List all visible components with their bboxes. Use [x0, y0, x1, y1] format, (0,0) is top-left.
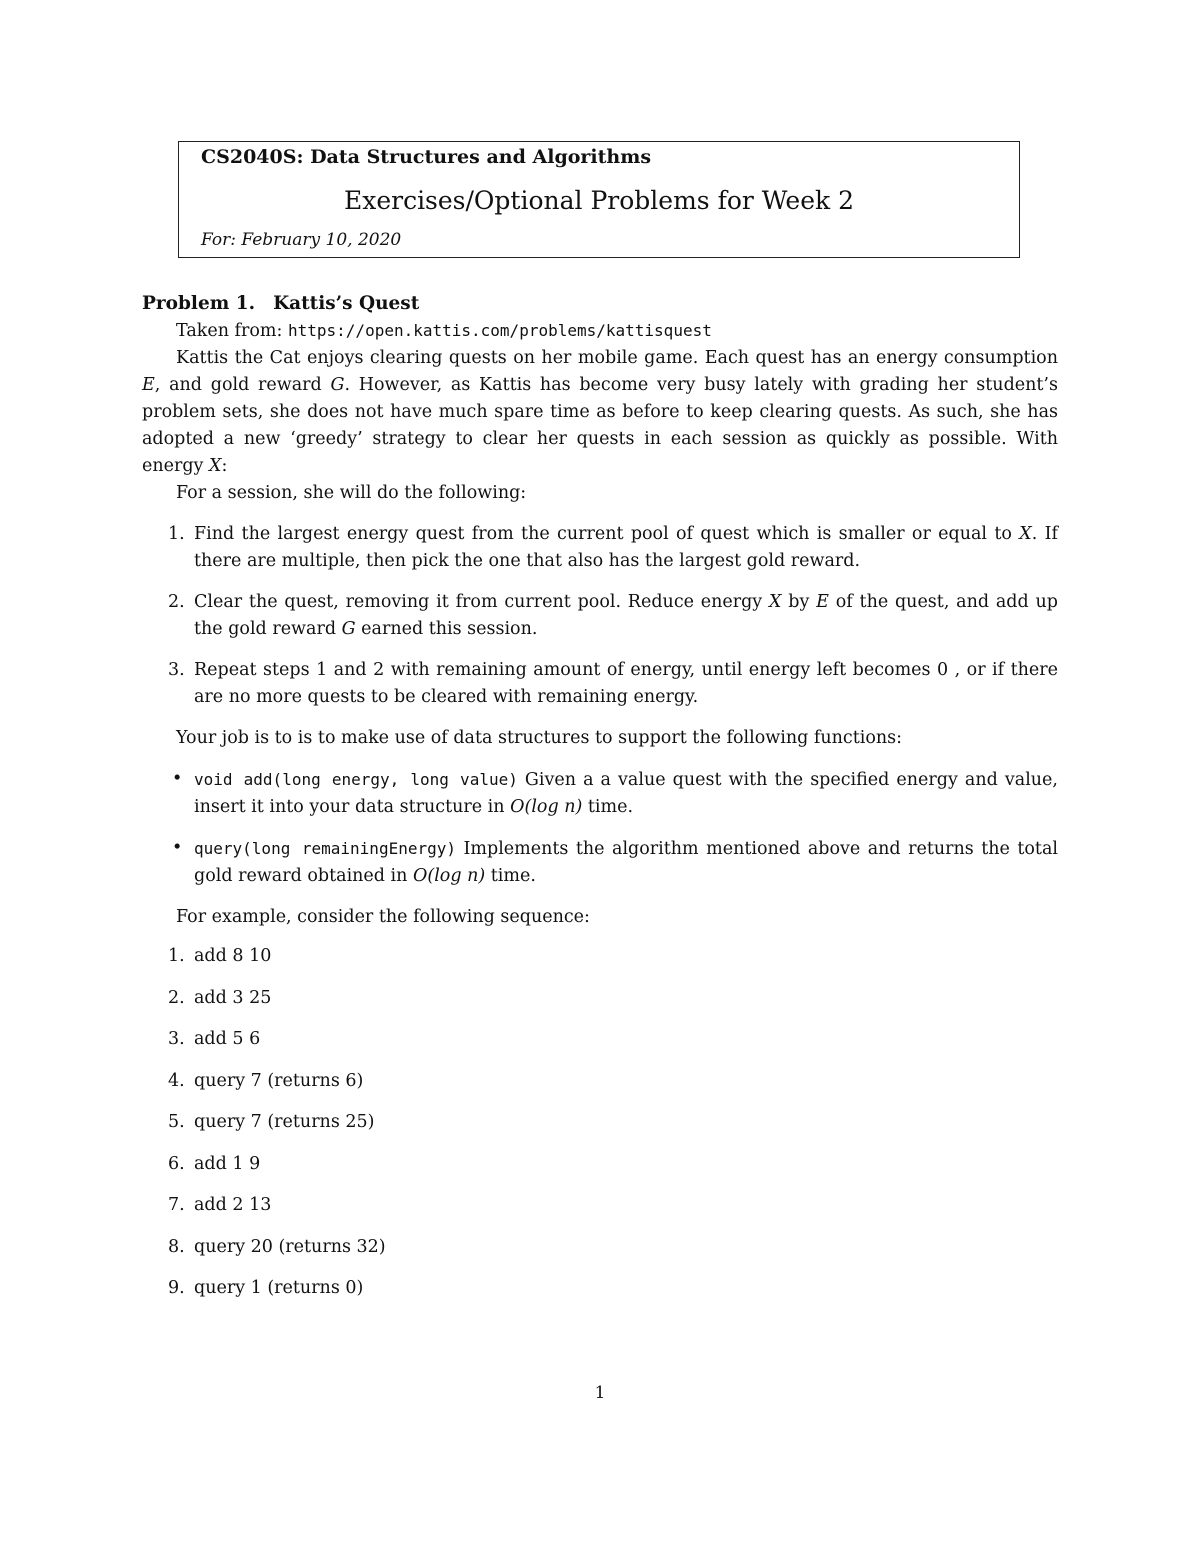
- list-item: 2. Clear the quest, removing it from current pool. Reduce energy X by E of the quest, and add up the gold reward G earned this session.: [168, 592, 1058, 639]
- list-item: 1. add 8 10: [168, 946, 272, 966]
- var-g: G: [330, 375, 345, 395]
- var-x: X: [209, 456, 222, 476]
- list-item: 1. Find the largest energy quest from the current pool of quest which is smaller or equal to X. If there are multiple, then pick the one that also has the largest gold reward.: [168, 524, 1058, 571]
- list-item: 3. add 5 6: [168, 1029, 261, 1049]
- bullet-icon: •: [172, 838, 183, 858]
- due-date: For: February 10, 2020: [201, 230, 402, 250]
- list-item: 9. query 1 (returns 0): [168, 1278, 364, 1298]
- problem-number: Problem 1.: [142, 293, 256, 314]
- job-intro: Your job is to is to make use of data structures to support the following functions:: [176, 728, 903, 748]
- bullet-icon: •: [172, 769, 183, 789]
- problem-section: [142, 290, 1058, 1317]
- list-item: 2. add 3 25: [168, 987, 272, 1008]
- example-intro: For example, consider the following sequence:: [176, 907, 590, 927]
- list-item: • query(long remainingEnergy) Implements the algorithm mentioned above and returns the total gold reward obtained in O(log n) time.: [142, 835, 1058, 890]
- functions-list: [142, 766, 1058, 890]
- source-line: [142, 317, 1058, 345]
- sheet-title: Exercises/Optional Problems for Week 2: [343, 186, 855, 215]
- list-item: 7. add 2 13: [168, 1195, 272, 1215]
- list-item: 8. query 20 (returns 32): [168, 1236, 386, 1257]
- intro-paragraph: Kattis the Cat enjoys clearing quests on her mobile game. Each quest has an energy consumption E, and gold reward G. However, as Kattis has become very busy lately with grading her student’s problem sets, she does not have much spare time as before to keep clearing quests. As such, she has adopted a new ‘greedy’ strategy to clear her quests in each session as quickly as possible. With energy X:: [142, 348, 1058, 476]
- function-signature: void add(long energy, long value): [194, 770, 518, 789]
- list-item: 4. query 7 (returns 6): [168, 1070, 364, 1091]
- session-intro: For a session, she will do the following:: [176, 483, 527, 503]
- list-item: 5. query 7 (returns 25): [168, 1112, 375, 1132]
- problem-name: Kattis’s Quest: [273, 293, 420, 314]
- example-sequence: [142, 943, 1058, 1302]
- course-title: CS2040S: Data Structures and Algorithms: [201, 146, 652, 168]
- function-signature: query(long remainingEnergy): [194, 839, 457, 858]
- source-label: Taken from:: [176, 321, 283, 341]
- page-number: 1: [594, 1383, 606, 1403]
- list-item: 6. add 1 9: [168, 1153, 261, 1174]
- problem-heading: [142, 290, 1058, 317]
- source-link[interactable]: https://open.kattis.com/problems/kattisquest: [288, 321, 712, 340]
- header-box: [178, 141, 1020, 258]
- list-item: • void add(long energy, long value) Given a a value quest with the specified energy and value, insert it into your data structure in O(log n) time.: [142, 766, 1058, 821]
- list-item: 3. Repeat steps 1 and 2 with remaining amount of energy, until energy left becomes 0 , or if there are no more quests to be cleared with remaining energy.: [168, 660, 1058, 707]
- steps-list: [142, 521, 1058, 711]
- var-e: E: [142, 375, 155, 395]
